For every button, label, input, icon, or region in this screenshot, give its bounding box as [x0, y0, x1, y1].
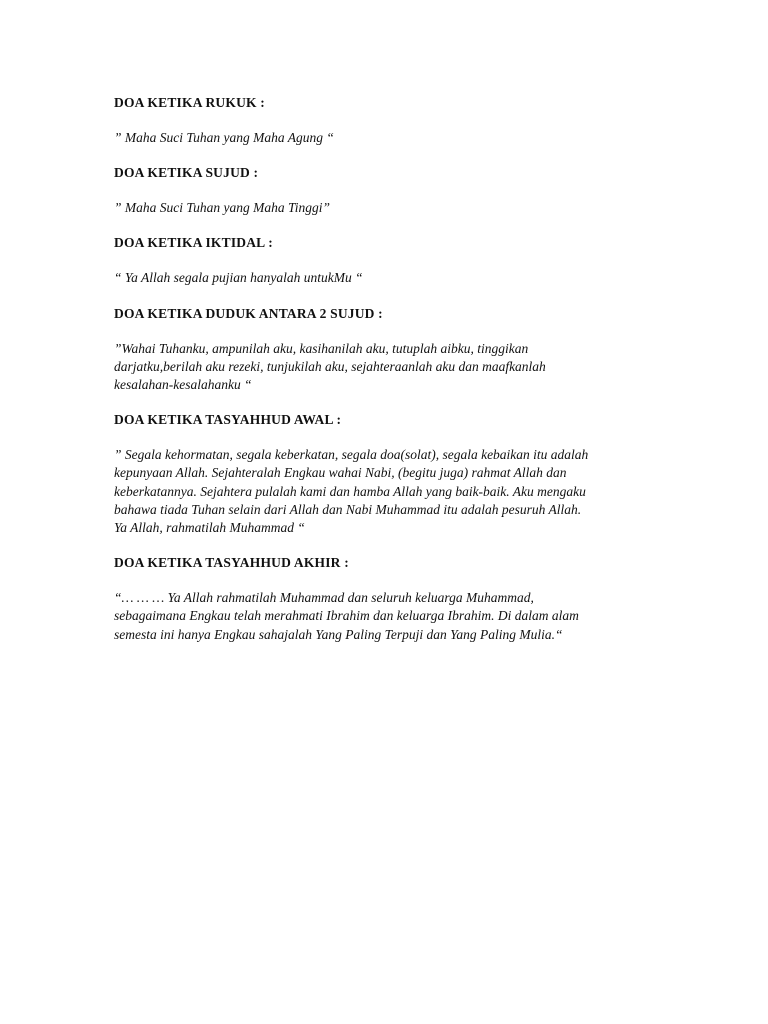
text-line: sebagaimana Engkau telah merahmati Ibrahim dan keluarga Ibrahim. Di dalam alam [114, 608, 579, 624]
text-line: ” Segala kehormatan, segala keberkatan, segala doa(solat), segala kebaikan itu adalah [114, 447, 589, 463]
text-line: “… … … Ya Allah rahmatilah Muhammad dan seluruh keluarga Muhammad, [114, 590, 534, 606]
heading-sujud: DOA KETIKA SUJUD : [114, 165, 259, 181]
text-iktidal [114, 269, 654, 287]
text-line: keberkatannya. Sejahtera pulalah kami dan hamba Allah yang baik-baik. Aku mengaku [114, 483, 586, 499]
text-line: semesta ini hanya Engkau sahajalah Yang Paling Terpuji dan Yang Paling Mulia.“ [114, 626, 563, 642]
text-line: darjatku,berilah aku rezeki, tunjukilah aku, sejahteraanlah aku dan maafkanlah [114, 358, 546, 374]
text-line: kepunyaan Allah. Sejahteralah Engkau wahai Nabi, (begitu juga) rahmat Allah dan [114, 465, 567, 481]
text-line: ” Maha Suci Tuhan yang Maha Tinggi” [114, 200, 331, 216]
heading-tasyahhud-akhir: DOA KETIKA TASYAHHUD AKHIR : [114, 555, 349, 571]
heading-rukuk: DOA KETIKA RUKUK : [114, 95, 265, 110]
text-line: ”Wahai Tuhanku, ampunilah aku, kasihanilah aku, tutuplah aibku, tinggikan [114, 340, 529, 356]
text-line: Ya Allah, rahmatilah Muhammad “ [114, 520, 305, 536]
document-page [114, 94, 654, 644]
heading-tasyahhud-awal: DOA KETIKA TASYAHHUD AWAL : [114, 412, 342, 428]
text-line: ” Maha Suci Tuhan yang Maha Agung “ [114, 130, 334, 145]
text-line: bahawa tiada Tuhan selain dari Allah dan Nabi Muhammad itu adalah pesuruh Allah. [114, 501, 582, 517]
text-line: “ Ya Allah segala pujian hanyalah untukMu “ [114, 270, 363, 286]
text-duduk-antara-sujud [114, 340, 654, 395]
text-tasyahhud-awal [114, 446, 654, 537]
text-rukuk [114, 129, 654, 147]
text-line: kesalahan-kesalahanku “ [114, 377, 252, 393]
text-tasyahhud-akhir [114, 589, 654, 644]
text-sujud [114, 199, 654, 217]
heading-iktidal: DOA KETIKA IKTIDAL : [114, 235, 273, 251]
heading-duduk-antara-sujud: DOA KETIKA DUDUK ANTARA 2 SUJUD : [114, 305, 383, 321]
